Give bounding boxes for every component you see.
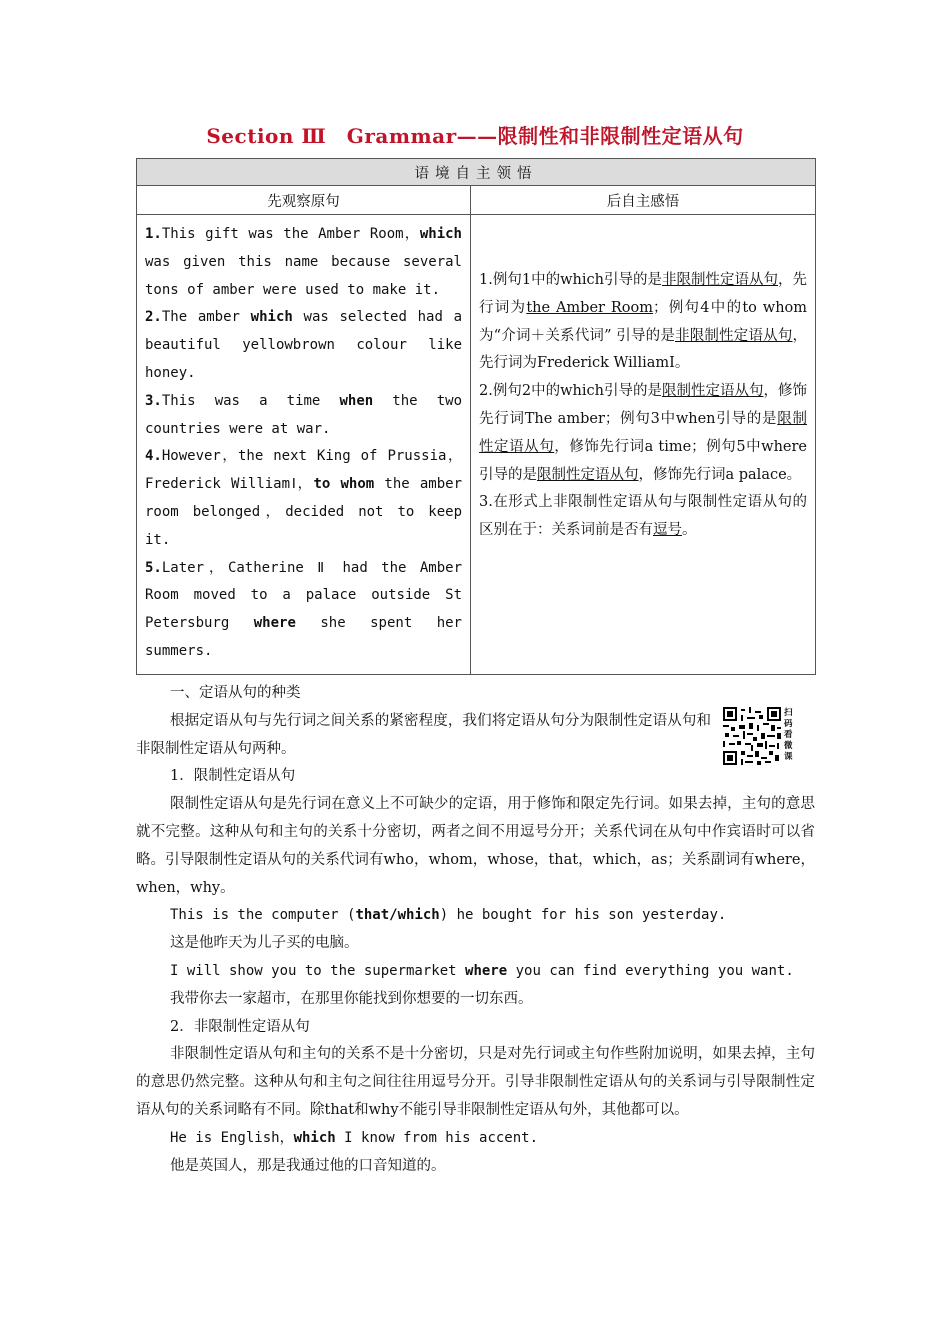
column-header-observe: 先观察原句	[137, 186, 471, 215]
section-heading-restrictive: 1．限制性定语从句	[170, 768, 296, 785]
section-heading-types: 一、定语从句的种类	[170, 685, 301, 701]
example-sentence-3: 3.This was a time when the two countries were at war.	[145, 392, 462, 437]
example-restrictive-2: I will show you to the supermarket where you can find everything you want.	[170, 962, 794, 979]
restrictive-paragraph: 限制性定语从句是先行词在意义上不可缺少的定语，用于修饰和限定先行词。如果去掉，主句的意思就不完整。这种从句和主句的关系十分密切，两者之间不用逗号分开；关系代词在从句中作宾语时可以省略。引导限制性定语从句的关系代词有who，whom，whose，that，which，as；关系副词有where，when，why。	[136, 796, 815, 896]
example-sentence-1: 1.This gift was the Amber Room，which was given this name because several tons of amber were used to make it.	[145, 226, 462, 298]
example-nonrestrictive-1: He is English，which I know from his accent.	[170, 1129, 539, 1146]
section-heading-nonrestrictive: 2．非限制性定语从句	[170, 1018, 310, 1035]
reflection-notes	[471, 215, 816, 675]
note-3: 3.在形式上非限制性定语从句与限制性定语从句的区别在于：关系词前是否有逗号。	[479, 494, 807, 539]
note-1: 1.例句1中的which引导的是非限制性定语从句，先行词为the Amber Room；例句4中的to whom为“介词＋关系代词” 引导的是非限制性定语从句，先行词为Frederick WilliamⅠ。	[479, 272, 808, 372]
qr-code-label: 扫码看微课	[784, 708, 793, 762]
intro-paragraph: 根据定语从句与先行词之间关系的紧密程度，我们将定语从句分为限制性定语从句和非限制性定语从句两种。	[136, 712, 711, 757]
example-sentence-5: 5.Later，Catherine Ⅱ had the Amber Room moved to a palace outside St Petersburg where she spent her summers.	[145, 559, 462, 659]
column-header-reflect: 后自主感悟	[471, 186, 816, 215]
note-2: 2.例句2中的which引导的是限制性定语从句，修饰先行词The amber；例句3中when引导的是限制性定语从句，修饰先行词a time；例句5中where引导的是限制性定语从句，修饰先行词a palace。	[479, 383, 808, 483]
example-restrictive-1-translation: 这是他昨天为儿子买的电脑。	[170, 935, 359, 952]
example-restrictive-2-translation: 我带你去一家超市，在那里你能找到你想要的一切东西。	[170, 990, 533, 1007]
page-title: Section Ⅲ Grammar——限制性和非限制性定语从句	[206, 124, 744, 148]
example-nonrestrictive-1-translation: 他是英国人，那是我通过他的口音知道的。	[170, 1157, 446, 1174]
example-restrictive-1: This is the computer (that/which) he bought for his son yesterday.	[170, 907, 727, 924]
example-sentence-2: 2.The amber which was selected had a beautiful yellowbrown colour like honey.	[145, 309, 462, 381]
example-sentence-4: 4.However，the next King of Prussia，Frederick WilliamⅠ，to whom the amber room belonged，decided not to keep it.	[145, 448, 462, 548]
table-header: 语境自主领悟	[137, 159, 816, 186]
nonrestrictive-paragraph: 非限制性定语从句和主句的关系不是十分密切，只是对先行词或主句作些附加说明，如果去掉，主句的意思仍然完整。这种从句和主句之间往往用逗号分开。引导非限制性定语从句的关系词与引导限制性定语从句的关系词略有不同。除that和why不能引导非限制性定语从句外，其他都可以。	[136, 1046, 815, 1118]
example-sentences	[137, 215, 471, 675]
body-content	[136, 680, 815, 1180]
context-table	[136, 158, 816, 675]
